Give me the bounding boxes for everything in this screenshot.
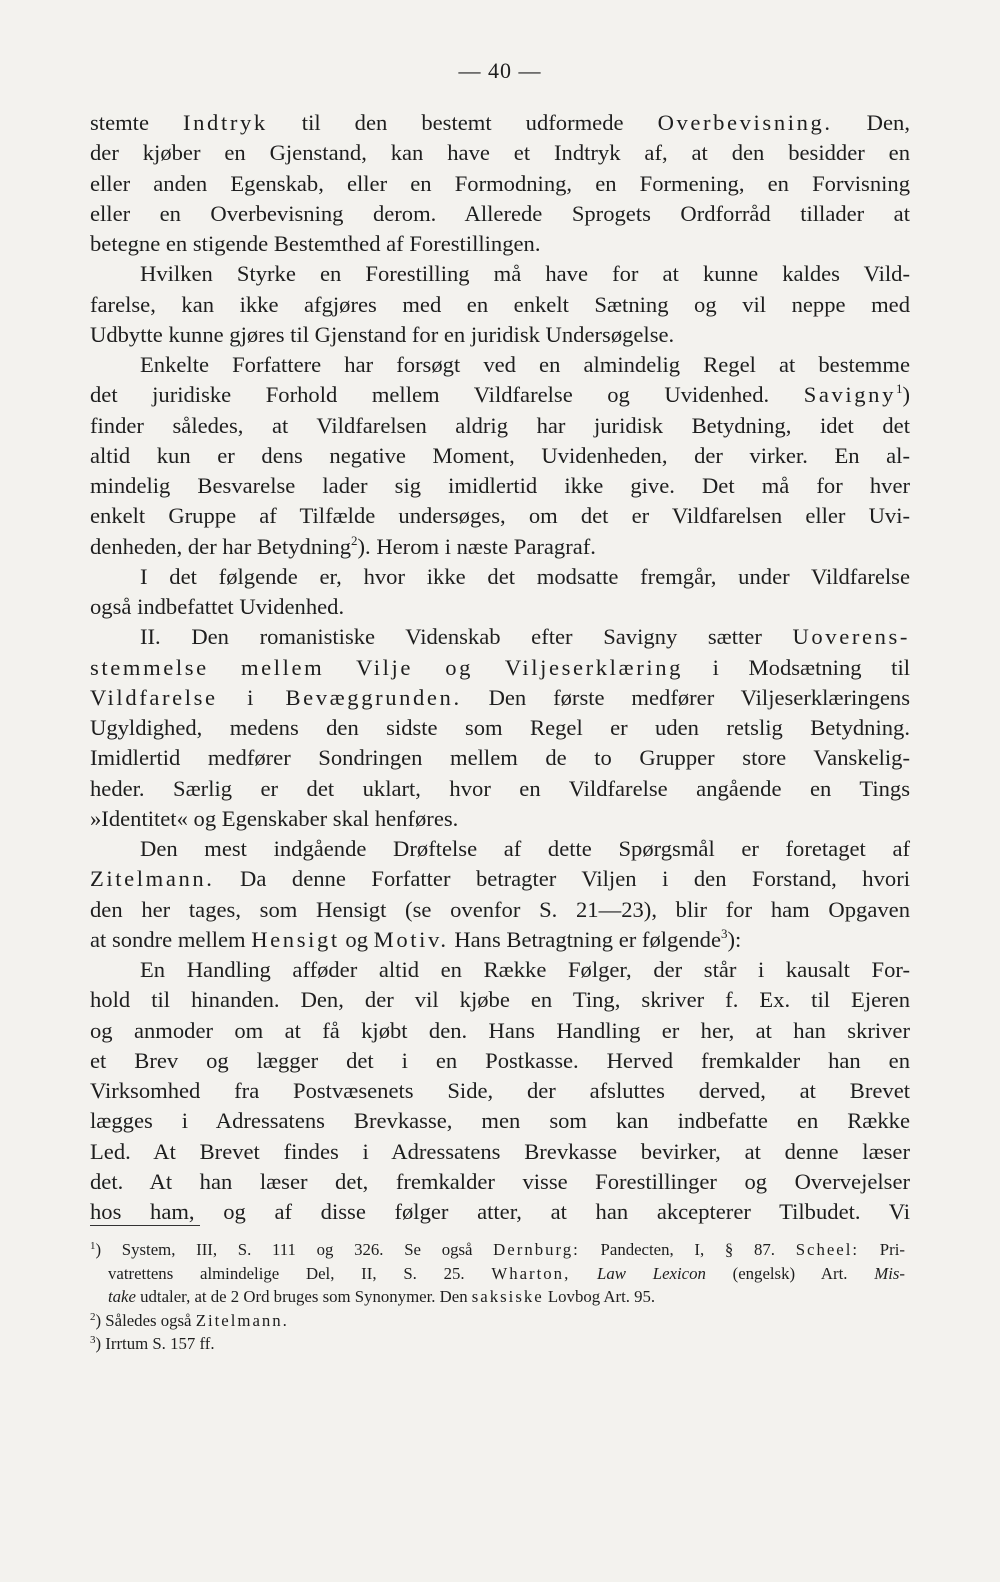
- text-line: det juridiske Forhold mellem Vildfarelse og Uvidenhed. Savigny$^1$): [90, 381, 910, 408]
- text-line: finder således, at Vildfarelsen aldrig har juridisk Betydning, idet det: [90, 412, 910, 438]
- text-line: mindelig Besvarelse lader sig imidlertid ikke give. Det må for hver: [90, 473, 910, 498]
- spaced-term: stemmelse mellem Vilje og Viljeserklæring: [90, 654, 684, 680]
- spaced-term: Dernburg:: [493, 1240, 580, 1259]
- footnote-3: $^3$) Irrtum S. 157 ff.: [90, 1334, 215, 1353]
- text-line: det. At han læser det, fremkalder visse Forestillinger og Overvejelser: [90, 1168, 910, 1194]
- text-line: Ugyldighed, medens den sidste som Regel er uden retslig Betydning.: [90, 715, 910, 740]
- footnote-1: $^1$) System, III, S. 111 og 326. Se også Dernburg: Pandecten, I, § 87. Scheel: Pri-: [90, 1240, 905, 1259]
- text-line: stemte Indtryk til den bestemt udformede Overbevisning. Den,: [90, 110, 910, 135]
- text-line: et Brev og lægger det i en Postkasse. Herved fremkalder han en: [90, 1047, 910, 1073]
- footnote-ref: 2: [351, 532, 358, 548]
- text-line: Led. At Brevet findes i Adressatens Brevkasse bevirker, at denne læser: [90, 1138, 910, 1164]
- footnote-line: vatrettens almindelige Del, II, S. 25. Wharton, Law Lexicon (engelsk) Art. Mis-: [108, 1263, 906, 1283]
- text-line: eller anden Egenskab, eller en Formodning, en Formening, en Forvisning: [90, 170, 910, 196]
- spaced-term: Hensigt: [251, 926, 340, 952]
- spaced-term: Motiv.: [373, 926, 449, 952]
- spaced-term: saksiske: [471, 1287, 544, 1306]
- text-line: eller en Overbevisning derom. Allerede Sprogets Ordforråd tillader at: [90, 200, 910, 226]
- footnote-ref: 3: [720, 925, 728, 941]
- footnote-marker: 3: [90, 1334, 96, 1346]
- spaced-term: Zitelmann.: [195, 1310, 289, 1330]
- text-line: lægges i Adressatens Brevkasse, men som kan indbefatte en Række: [90, 1108, 910, 1134]
- paragraph-start: En Handling afføder altid en Række Følger, der står i kausalt For-: [140, 957, 910, 982]
- text-line: at sondre mellem Hensigt og Motiv. Hans Betragtning er følgende$^3$):: [90, 925, 742, 952]
- text-line: betegne en stigende Bestemthed af Forestillingen.: [90, 231, 541, 256]
- spaced-term: Zitelmann.: [90, 866, 215, 892]
- footnote-line: take udtaler, at de 2 Ord bruges som Synonymer. Den saksiske Lovbog Art. 95.: [108, 1287, 656, 1306]
- italic-term: Law Lexicon: [597, 1263, 706, 1283]
- text-line: Zitelmann. Da denne Forfatter betragter Viljen i den Forstand, hvori: [90, 866, 910, 892]
- footnotes: [90, 1238, 905, 1356]
- text-line: hos ham, og af disse følger atter, at han akcepterer Tilbudet. Vi: [90, 1199, 910, 1224]
- spaced-term: Savigny: [803, 382, 896, 408]
- page-number: — 40 —: [458, 58, 542, 83]
- footnote-marker: 1: [90, 1240, 96, 1252]
- text-line: stemmelse mellem Vilje og Viljeserklæring i Modsætning til: [90, 654, 911, 680]
- text-line: Udbytte kunne gjøres til Gjenstand for en juridisk Undersøgelse.: [90, 321, 675, 347]
- spaced-term: Wharton,: [491, 1263, 571, 1283]
- spaced-term: Uoverens-: [792, 624, 910, 650]
- paragraph-start: II. Den romanistiske Videnskab efter Savigny sætter Uoverens-: [140, 624, 910, 650]
- text-line: altid kun er dens negative Moment, Uvidenheden, der virker. En al-: [90, 442, 910, 468]
- italic-term: take: [108, 1287, 136, 1306]
- text-line: enkelt Gruppe af Tilfælde undersøges, om det er Vildfarelsen eller Uvi-: [90, 503, 910, 529]
- text-line: Imidlertid medfører Sondringen mellem de to Grupper store Vanskelig-: [90, 745, 910, 771]
- paragraph-start: Enkelte Forfattere har forsøgt ved en almindelig Regel at bestemme: [140, 352, 910, 377]
- text-line: der kjøber en Gjenstand, kan have et Indtryk af, at den besidder en: [90, 140, 910, 166]
- text-line: Virksomhed fra Postvæsenets Side, der afsluttes derved, at Brevet: [90, 1078, 910, 1103]
- text-line: også indbefattet Uvidenhed.: [90, 594, 345, 619]
- italic-term: Mis-: [874, 1263, 906, 1283]
- text-line: den her tages, som Hensigt (se ovenfor S. 21—23), blir for ham Opgaven: [90, 896, 910, 922]
- footnote-2: $^2$) Således også Zitelmann.: [90, 1310, 289, 1330]
- text-line: denheden, der har Betydning$^2$). Herom i næste Paragraf.: [90, 532, 596, 559]
- text-line: og anmoder om at få kjøbt den. Hans Handling er her, at han skriver: [90, 1017, 910, 1043]
- spaced-term: Indtryk: [183, 110, 268, 135]
- spaced-term: Scheel:: [795, 1240, 860, 1259]
- text-line: Vildfarelse i Bevæggrunden. Den første medfører Viljeserklæringens: [90, 684, 911, 710]
- footnote-marker: 2: [90, 1310, 96, 1323]
- text-line: »Identitet« og Egenskaber skal henføres.: [90, 805, 459, 831]
- spaced-term: Overbevisning.: [657, 110, 833, 135]
- footnote-ref: 1: [895, 381, 903, 397]
- text-line: hold til hinanden. Den, der vil kjøbe en Ting, skriver f. Ex. til Ejeren: [90, 987, 910, 1013]
- paragraph-start: Hvilken Styrke en Forestilling må have for at kunne kaldes Vild-: [140, 261, 910, 287]
- text-line: heder. Særlig er det uklart, hvor en Vildfarelse angående en Tings: [90, 775, 910, 801]
- paragraph-start: Den mest indgående Drøftelse af dette Spørgsmål er foretaget af: [140, 836, 910, 861]
- spaced-term: Vildfarelse i Bevæggrunden.: [90, 684, 462, 710]
- body-text: [90, 108, 910, 1227]
- footnote-divider: [90, 1225, 200, 1226]
- text-line: farelse, kan ikke afgjøres med en enkelt Sætning og vil neppe med: [90, 291, 910, 317]
- paragraph-start: I det følgende er, hvor ikke det modsatte fremgår, under Vildfarelse: [140, 563, 910, 589]
